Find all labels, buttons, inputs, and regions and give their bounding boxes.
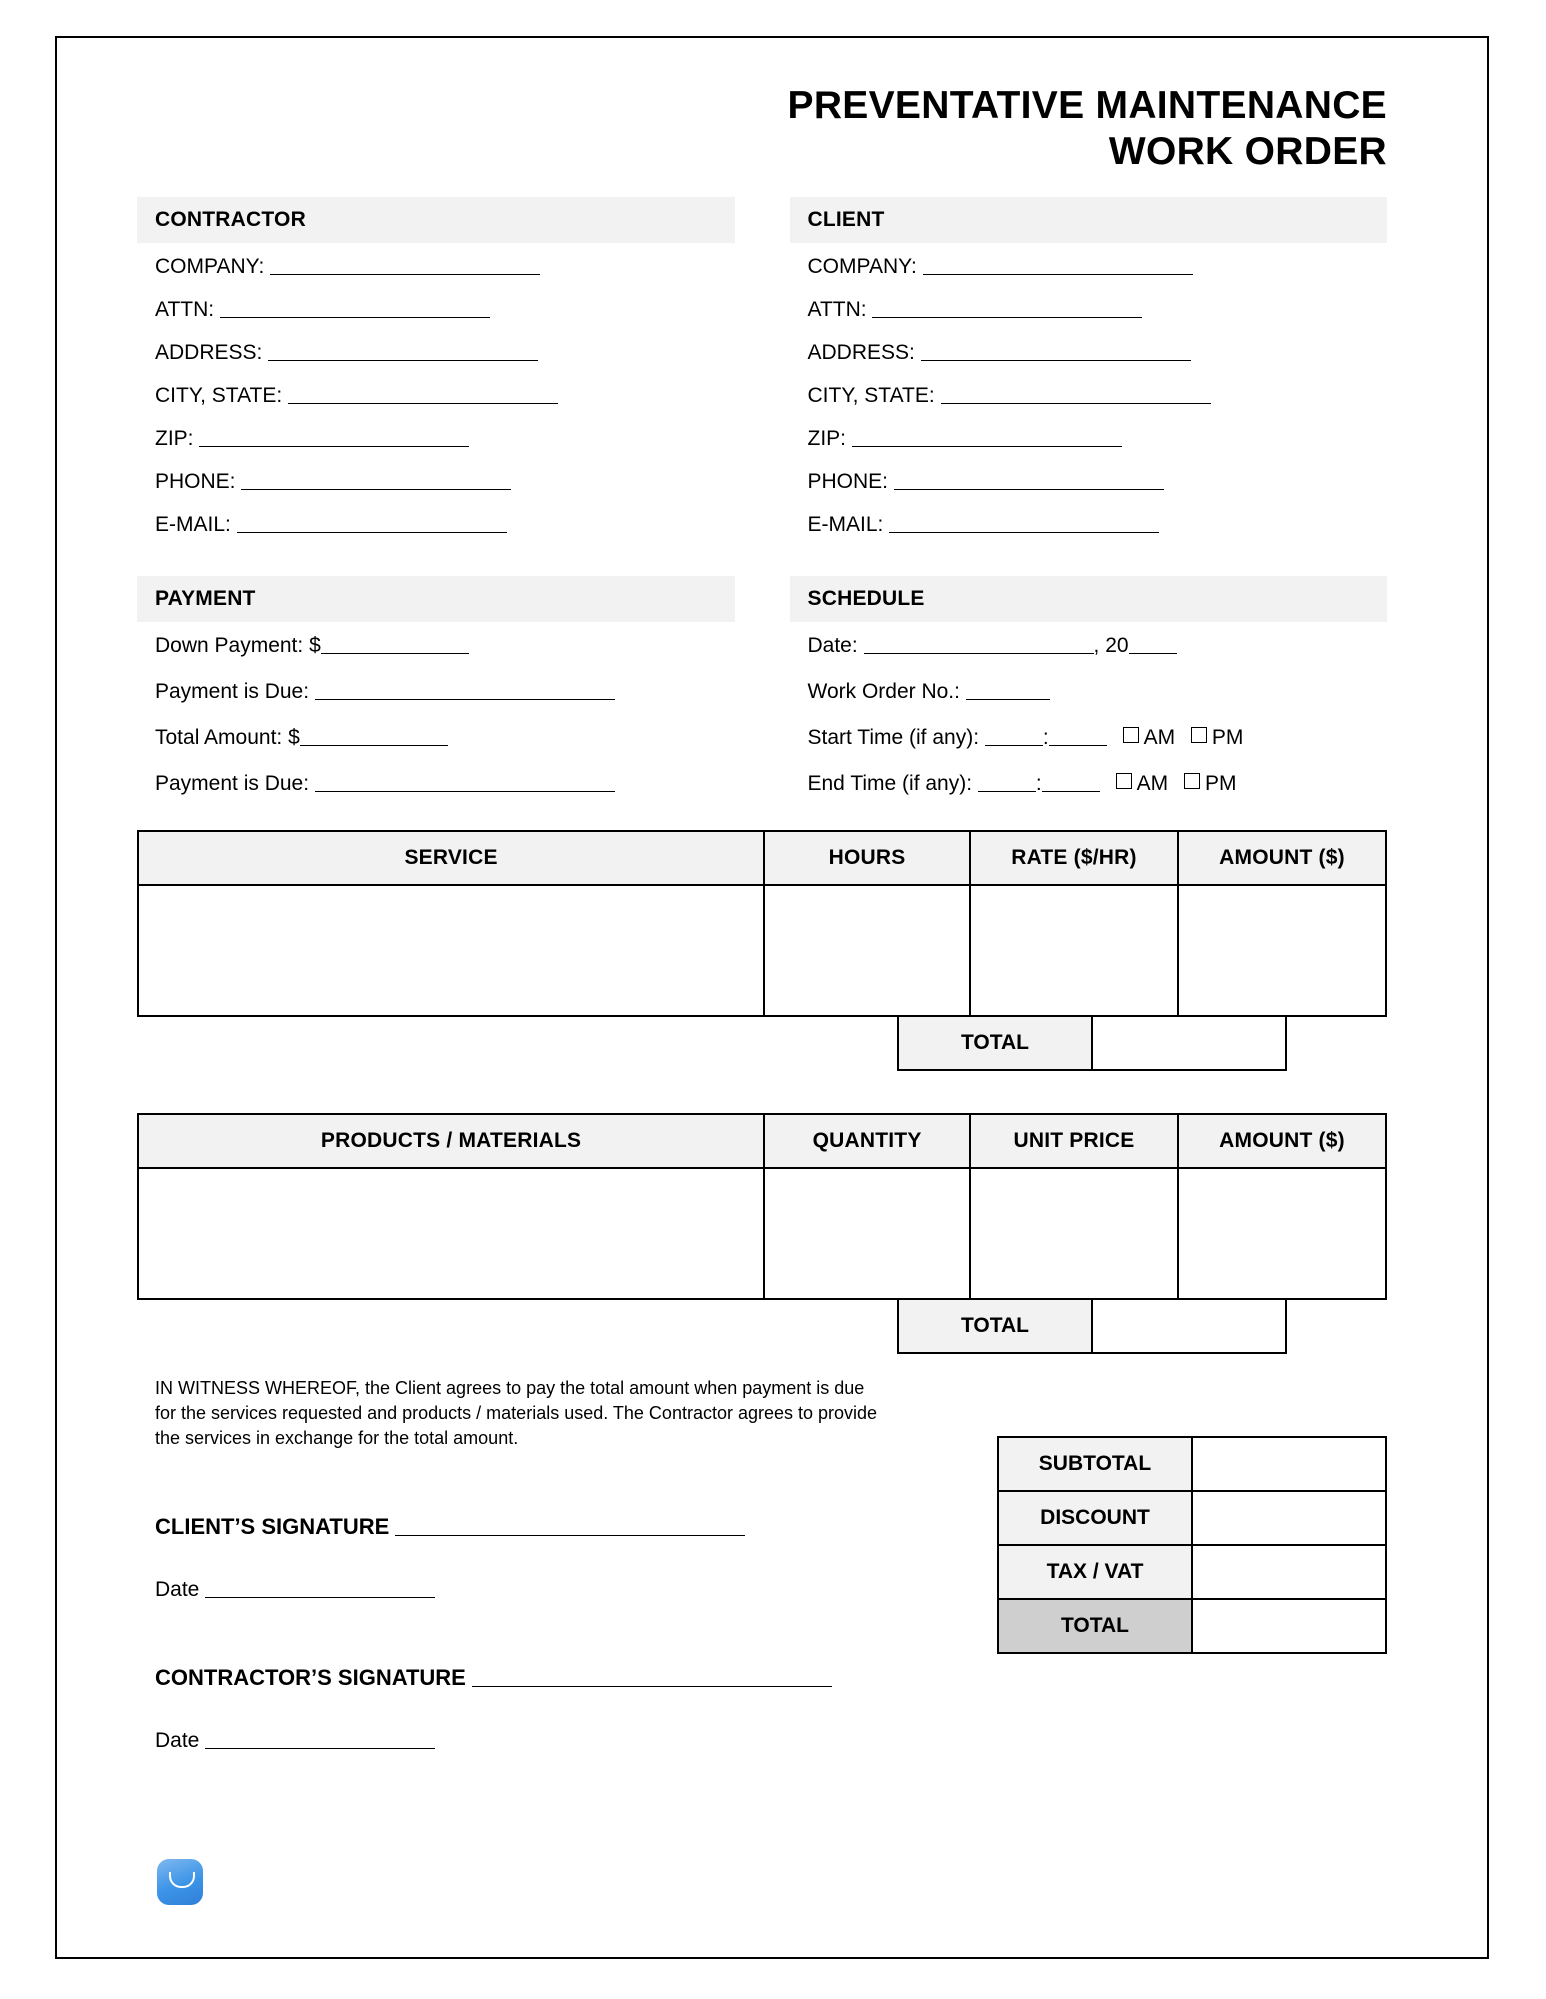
total-amount-row[interactable] xyxy=(155,724,735,750)
client-city-state-input[interactable] xyxy=(941,382,1211,404)
end-time-hour-input[interactable] xyxy=(978,770,1036,792)
service-col-header: SERVICE xyxy=(138,831,764,885)
schedule-heading: SCHEDULE xyxy=(790,576,1388,622)
contractor-company-input[interactable] xyxy=(270,253,540,275)
quantity-col-header: QUANTITY xyxy=(764,1114,970,1168)
field-label: Total Amount: $ xyxy=(155,726,300,750)
start-time-hour-input[interactable] xyxy=(985,724,1043,746)
contractor-zip-field[interactable] xyxy=(155,425,735,449)
title-line-1: PREVENTATIVE MAINTENANCE xyxy=(787,84,1387,127)
hours-cell[interactable] xyxy=(764,885,970,1016)
payment-block xyxy=(137,576,735,816)
grand-total-label: TOTAL xyxy=(998,1599,1192,1653)
grand-total-value[interactable] xyxy=(1192,1599,1386,1653)
product-cell[interactable] xyxy=(138,1168,764,1299)
products-total-row xyxy=(898,1299,1286,1353)
contractor-date-input[interactable] xyxy=(205,1727,435,1749)
bottom-section xyxy=(137,1376,1387,1752)
product-amount-cell[interactable] xyxy=(1178,1168,1386,1299)
field-label: PHONE: xyxy=(155,470,236,494)
discount-value[interactable] xyxy=(1192,1491,1386,1545)
client-zip-field[interactable] xyxy=(808,425,1388,449)
client-date-input[interactable] xyxy=(205,1576,435,1598)
time-separator: : xyxy=(1042,726,1049,750)
client-attn-input[interactable] xyxy=(872,296,1142,318)
unit-price-cell[interactable] xyxy=(970,1168,1178,1299)
tax-vat-value[interactable] xyxy=(1192,1545,1386,1599)
client-date-label: Date xyxy=(155,1577,200,1601)
contractor-fields xyxy=(137,243,735,535)
rate-col-header: RATE ($/HR) xyxy=(970,831,1178,885)
summary-discount-row xyxy=(998,1491,1386,1545)
contractor-address-input[interactable] xyxy=(268,339,538,361)
field-label: ADDRESS: xyxy=(807,341,915,365)
products-col-header: PRODUCTS / MATERIALS xyxy=(138,1114,764,1168)
products-table xyxy=(137,1113,1387,1300)
unit-price-col-header: UNIT PRICE xyxy=(970,1114,1178,1168)
products-total-value[interactable] xyxy=(1092,1299,1286,1353)
client-fields xyxy=(790,243,1388,535)
client-email-field[interactable] xyxy=(808,511,1388,535)
summary-total-row xyxy=(998,1599,1386,1653)
contractor-phone-input[interactable] xyxy=(241,468,511,490)
field-label: ATTN: xyxy=(155,298,215,322)
contractor-signature-input[interactable] xyxy=(472,1664,832,1687)
service-total-label: TOTAL xyxy=(898,1016,1092,1070)
start-am-checkbox[interactable] xyxy=(1123,727,1139,743)
payment-due-input-1[interactable] xyxy=(315,678,615,700)
work-order-no-row[interactable] xyxy=(808,678,1388,704)
total-amount-input[interactable] xyxy=(300,724,448,746)
contractor-phone-field[interactable] xyxy=(155,468,735,492)
field-label: Down Payment: $ xyxy=(155,634,321,658)
client-signature-label: CLIENT’S SIGNATURE xyxy=(155,1513,390,1539)
schedule-date-input[interactable] xyxy=(864,632,1094,654)
client-company-input[interactable] xyxy=(923,253,1193,275)
contractor-attn-input[interactable] xyxy=(220,296,490,318)
document-page xyxy=(55,36,1489,1959)
service-total-table xyxy=(897,1015,1287,1071)
client-signature-input[interactable] xyxy=(395,1513,745,1536)
field-label: Start Time (if any): xyxy=(807,726,980,750)
summary-table xyxy=(997,1436,1387,1654)
table-row xyxy=(138,1168,1386,1299)
field-label: ZIP: xyxy=(155,427,194,451)
down-payment-input[interactable] xyxy=(321,632,469,654)
field-label: ATTN: xyxy=(807,298,867,322)
amount-cell[interactable] xyxy=(1178,885,1386,1016)
contractor-company-field[interactable] xyxy=(155,253,735,277)
start-pm-label: PM xyxy=(1211,726,1244,750)
field-label: ADDRESS: xyxy=(155,341,263,365)
client-address-input[interactable] xyxy=(921,339,1191,361)
payment-heading: PAYMENT xyxy=(137,576,735,622)
field-label: Date: xyxy=(807,634,858,658)
client-address-field[interactable] xyxy=(808,339,1388,363)
title-line-2: WORK ORDER xyxy=(1108,130,1387,174)
tax-vat-label: TAX / VAT xyxy=(998,1545,1192,1599)
products-amount-col-header: AMOUNT ($) xyxy=(1178,1114,1386,1168)
contractor-signature-label: CONTRACTOR’S SIGNATURE xyxy=(155,1664,466,1690)
field-label: CITY, STATE: xyxy=(155,384,283,408)
products-table-header-row xyxy=(138,1114,1386,1168)
time-separator: : xyxy=(1035,772,1042,796)
start-pm-checkbox[interactable] xyxy=(1191,727,1207,743)
start-time-minute-input[interactable] xyxy=(1049,724,1107,746)
field-label: Payment is Due: xyxy=(155,680,310,704)
field-label: End Time (if any): xyxy=(807,772,973,796)
amount-col-header: AMOUNT ($) xyxy=(1178,831,1386,885)
page-title xyxy=(137,83,1387,175)
schedule-fields xyxy=(790,622,1388,796)
summary-subtotal-row xyxy=(998,1437,1386,1491)
contractor-date-row[interactable] xyxy=(155,1727,1387,1753)
start-am-label: AM xyxy=(1143,726,1176,750)
payment-due-row-1[interactable] xyxy=(155,678,735,704)
service-cell[interactable] xyxy=(138,885,764,1016)
field-label: Work Order No.: xyxy=(807,680,960,704)
hours-col-header: HOURS xyxy=(764,831,970,885)
client-city-state-field[interactable] xyxy=(808,382,1388,406)
document-content xyxy=(137,83,1387,1753)
end-am-label: AM xyxy=(1136,772,1169,796)
schedule-year-input[interactable] xyxy=(1129,632,1177,654)
payment-due-input-2[interactable] xyxy=(315,770,615,792)
client-heading: CLIENT xyxy=(790,197,1388,243)
contractor-city-state-input[interactable] xyxy=(288,382,558,404)
table-row xyxy=(138,885,1386,1016)
field-label: COMPANY: xyxy=(155,255,265,279)
products-total-table xyxy=(897,1298,1287,1354)
client-attn-field[interactable] xyxy=(808,296,1388,320)
parties-section xyxy=(137,197,1387,554)
client-phone-input[interactable] xyxy=(894,468,1164,490)
work-order-no-input[interactable] xyxy=(966,678,1050,700)
service-table xyxy=(137,830,1387,1017)
client-zip-input[interactable] xyxy=(852,425,1122,447)
end-time-row[interactable] xyxy=(808,770,1388,796)
field-label: E-MAIL: xyxy=(155,513,231,537)
end-pm-label: PM xyxy=(1204,772,1237,796)
client-email-input[interactable] xyxy=(889,511,1159,533)
service-table-header-row xyxy=(138,831,1386,885)
subtotal-label: SUBTOTAL xyxy=(998,1437,1192,1491)
contractor-attn-field[interactable] xyxy=(155,296,735,320)
contractor-zip-input[interactable] xyxy=(199,425,469,447)
contractor-signature-row[interactable] xyxy=(155,1664,1387,1691)
end-am-checkbox[interactable] xyxy=(1116,773,1132,789)
field-label: Payment is Due: xyxy=(155,772,310,796)
contractor-email-input[interactable] xyxy=(237,511,507,533)
witness-paragraph: IN WITNESS WHEREOF, the Client agrees to pay the total amount when payment is due for the services requested and products / materials used. The Contractor agrees to provide the services in exchange for the total amount. xyxy=(155,1378,878,1448)
smile-logo-icon xyxy=(157,1859,203,1905)
discount-label: DISCOUNT xyxy=(998,1491,1192,1545)
client-phone-field[interactable] xyxy=(808,468,1388,492)
contractor-block xyxy=(137,197,735,554)
products-total-label: TOTAL xyxy=(898,1299,1092,1353)
field-label: COMPANY: xyxy=(807,255,917,279)
payment-schedule-section xyxy=(137,576,1387,816)
quantity-cell[interactable] xyxy=(764,1168,970,1299)
field-label: CITY, STATE: xyxy=(807,384,935,408)
schedule-block xyxy=(790,576,1388,816)
payment-fields xyxy=(137,622,735,796)
schedule-date-row[interactable] xyxy=(808,632,1388,658)
field-label: PHONE: xyxy=(807,470,889,494)
field-label: ZIP: xyxy=(807,427,847,451)
payment-due-row-2[interactable] xyxy=(155,770,735,796)
start-time-row[interactable] xyxy=(808,724,1388,750)
subtotal-value[interactable] xyxy=(1192,1437,1386,1491)
contractor-email-field[interactable] xyxy=(155,511,735,535)
contractor-city-state-field[interactable] xyxy=(155,382,735,406)
service-total-row xyxy=(898,1016,1286,1070)
field-label: E-MAIL: xyxy=(807,513,884,537)
contractor-address-field[interactable] xyxy=(155,339,735,363)
date-year-prefix: , 20 xyxy=(1093,634,1129,658)
summary-tax-row xyxy=(998,1545,1386,1599)
contractor-date-label: Date xyxy=(155,1728,200,1752)
client-company-field[interactable] xyxy=(808,253,1388,277)
contractor-heading: CONTRACTOR xyxy=(137,197,735,243)
down-payment-row[interactable] xyxy=(155,632,735,658)
rate-cell[interactable] xyxy=(970,885,1178,1016)
end-time-minute-input[interactable] xyxy=(1042,770,1100,792)
end-pm-checkbox[interactable] xyxy=(1184,773,1200,789)
client-block xyxy=(790,197,1388,554)
service-total-value[interactable] xyxy=(1092,1016,1286,1070)
